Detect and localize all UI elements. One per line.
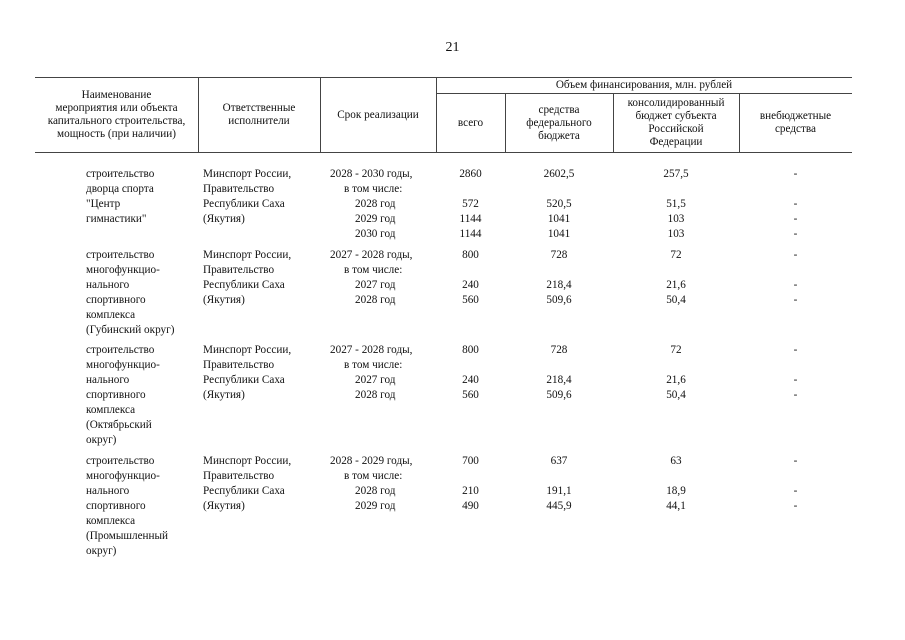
extra-value: -	[793, 389, 798, 401]
page-number: 21	[445, 40, 460, 55]
header-period: Срок реализации	[337, 108, 419, 121]
regional-value: 257,5	[663, 168, 689, 180]
header-federal: средства федерального бюджета	[526, 103, 592, 142]
period-year: 2030 год	[355, 228, 396, 240]
total-value: 240	[462, 374, 479, 386]
extra-value: -	[793, 228, 798, 240]
total-value: 800	[462, 344, 479, 356]
period-year: 2027 год	[355, 374, 396, 386]
federal-value: 728	[550, 249, 568, 261]
header-bottom-rule	[35, 152, 852, 153]
extra-value: -	[793, 249, 798, 261]
header-total: всего	[457, 116, 484, 129]
federal-value: 728	[550, 344, 568, 356]
extra-value: -	[793, 279, 798, 291]
executors: Минспорт России, Правительство Республики Саха (Якутия)	[203, 249, 292, 306]
executors: Минспорт России, Правительство Республики Саха (Якутия)	[203, 168, 292, 225]
executors: Минспорт России, Правительство Республики Саха (Якутия)	[203, 455, 292, 512]
total-value: 1144	[459, 228, 482, 240]
header-funding: Объем финансирования, млн. рублей	[555, 79, 733, 91]
federal-value: 191,1	[546, 485, 572, 497]
total-value: 560	[462, 389, 479, 401]
federal-value: 509,6	[546, 294, 572, 306]
regional-value: 50,4	[666, 389, 686, 401]
federal-value: 218,4	[546, 374, 572, 386]
regional-value: 18,9	[666, 485, 686, 497]
period-year: в том числе:	[344, 183, 403, 195]
object-name: строительство многофункцио- нального спортивного комплекса (Промышленный округ)	[86, 455, 169, 557]
regional-value: 72	[670, 344, 682, 356]
regional-value: 103	[667, 213, 685, 225]
regional-value: 51,5	[666, 198, 686, 210]
object-name: строительство многофункцио- нального спортивного комплекса (Губинский округ)	[86, 249, 175, 336]
period-year: 2027 год	[355, 279, 396, 291]
regional-value: 21,6	[666, 279, 686, 291]
extra-value: -	[793, 485, 798, 497]
period-year: 2029 год	[355, 213, 396, 225]
extra-value: -	[793, 455, 798, 467]
total-value: 240	[462, 279, 479, 291]
federal-value: 218,4	[546, 279, 572, 291]
extra-value: -	[793, 168, 798, 180]
extra-value: -	[793, 374, 798, 386]
regional-value: 63	[670, 455, 682, 467]
total-value: 700	[462, 455, 479, 467]
federal-value: 637	[550, 455, 568, 467]
object-name: строительство многофункцио- нального спортивного комплекса (Октябрьский округ)	[86, 344, 160, 446]
federal-value: 1041	[547, 213, 571, 225]
federal-value: 1041	[547, 228, 571, 240]
object-name: строительство дворца спорта "Центр гимнастики"	[86, 168, 155, 225]
header-extra: внебюджетные средства	[759, 110, 832, 135]
total-value: 800	[462, 249, 479, 261]
total-value: 490	[462, 500, 479, 512]
period-year: 2028 год	[355, 198, 396, 210]
extra-value: -	[793, 213, 798, 225]
period-year: в том числе:	[344, 264, 403, 276]
period-year: 2029 год	[355, 500, 396, 512]
executors: Минспорт России, Правительство Республики Саха (Якутия)	[203, 344, 292, 401]
total-value: 2860	[459, 168, 482, 180]
period-year: 2028 год	[355, 485, 396, 497]
header-name: Наименование мероприятия или объекта капитального строительства, мощность (при наличии)	[47, 89, 186, 140]
extra-value: -	[793, 344, 798, 356]
federal-value: 445,9	[546, 500, 572, 512]
period-year: 2027 - 2028 годы,	[330, 249, 413, 261]
regional-value: 50,4	[666, 294, 686, 306]
total-value: 560	[462, 294, 479, 306]
extra-value: -	[793, 198, 798, 210]
header-regional: консолидированный бюджет субъекта Российской Федерации	[627, 97, 725, 148]
period-year: 2027 - 2028 годы,	[330, 344, 413, 356]
period-year: в том числе:	[344, 470, 403, 482]
total-value: 572	[462, 198, 479, 210]
extra-value: -	[793, 500, 798, 512]
regional-value: 103	[667, 228, 685, 240]
period-year: в том числе:	[344, 359, 403, 371]
regional-value: 44,1	[666, 500, 686, 512]
regional-value: 72	[670, 249, 682, 261]
period-year: 2028 - 2030 годы,	[330, 168, 413, 180]
period-year: 2028 год	[355, 389, 396, 401]
total-value: 1144	[459, 213, 482, 225]
total-value: 210	[462, 485, 479, 497]
period-year: 2028 год	[355, 294, 396, 306]
federal-value: 509,6	[546, 389, 572, 401]
federal-value: 2602,5	[543, 168, 575, 180]
period-year: 2028 - 2029 годы,	[330, 455, 413, 467]
regional-value: 21,6	[666, 374, 686, 386]
extra-value: -	[793, 294, 798, 306]
federal-value: 520,5	[546, 198, 572, 210]
header-executors: Ответственные исполнители	[222, 102, 296, 127]
